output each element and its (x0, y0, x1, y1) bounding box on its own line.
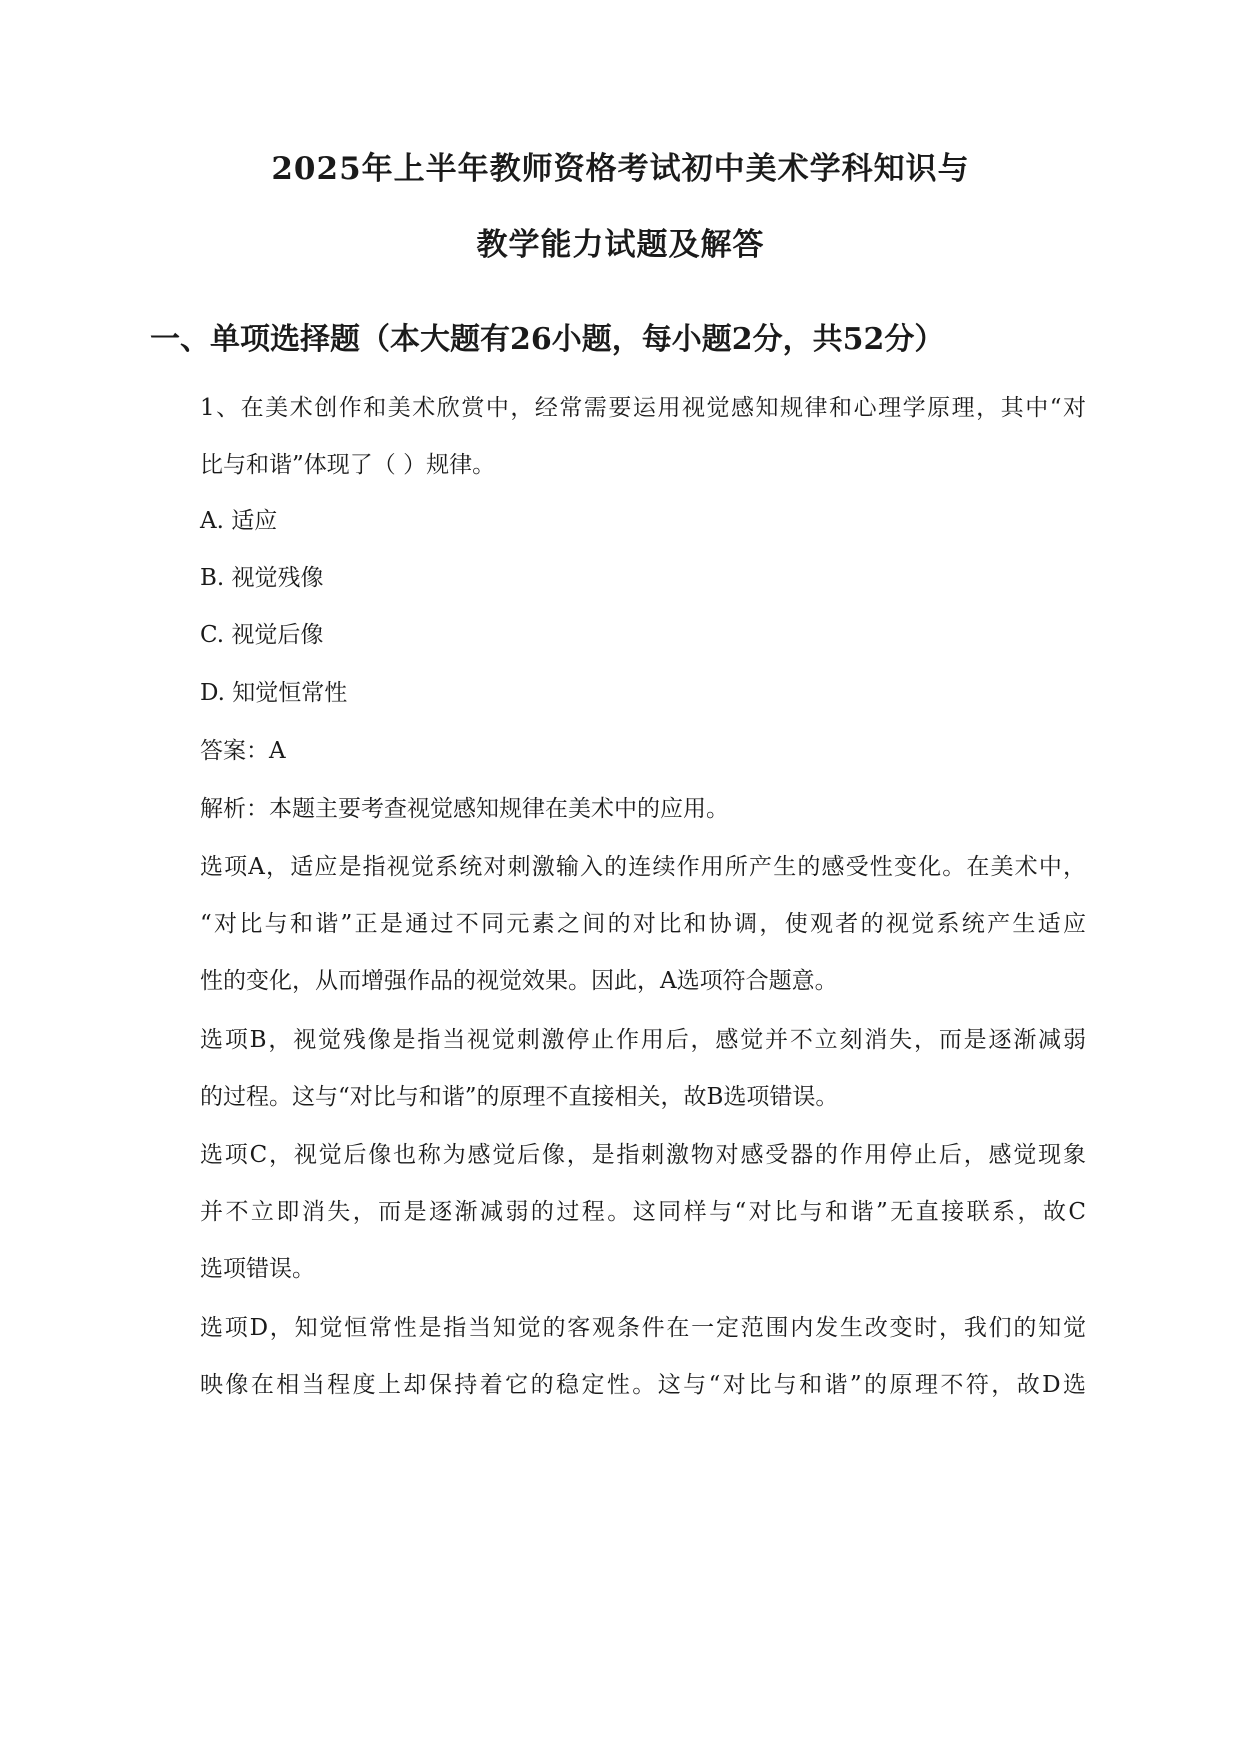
section-heading: 一、单项选择题（本大题有26小题，每小题2分，共52分） (150, 322, 945, 357)
analysis-line: 选项C，视觉后像也称为感觉后像，是指刺激物对感受器的作用停止后，感觉现象 (200, 1142, 1086, 1168)
option-d: D. 知觉恒常性 (200, 680, 348, 706)
document-title-line-2: 教学能力试题及解答 (476, 227, 765, 263)
answer-line: 答案：A (200, 738, 286, 764)
analysis-intro: 解析：本题主要考查视觉感知规律在美术中的应用。 (200, 796, 729, 822)
analysis-line: 映像在相当程度上却保持着它的稳定性。这与“对比与和谐”的原理不符，故D选 (200, 1372, 1086, 1398)
analysis-line: 选项B，视觉残像是指当视觉刺激停止作用后，感觉并不立刻消失，而是逐渐减弱 (200, 1027, 1086, 1053)
option-c: C. 视觉后像 (200, 622, 324, 648)
question-stem-line-2: 比与和谐”体现了（ ）规律。 (200, 452, 496, 478)
analysis-line: 的过程。这与“对比与和谐”的原理不直接相关，故B选项错误。 (200, 1084, 839, 1110)
analysis-line: 选项错误。 (200, 1256, 315, 1282)
analysis-line: 并不立即消失，而是逐渐减弱的过程。这同样与“对比与和谐”无直接联系，故C (200, 1199, 1086, 1225)
analysis-line: 选项D，知觉恒常性是指当知觉的客观条件在一定范围内发生改变时，我们的知觉 (200, 1315, 1086, 1341)
analysis-line: “对比与和谐”正是通过不同元素之间的对比和协调，使观者的视觉系统产生适应 (200, 911, 1086, 937)
document-title-line-1: 2025年上半年教师资格考试初中美术学科知识与 (271, 151, 970, 187)
analysis-line: 选项A，适应是指视觉系统对刺激输入的连续作用所产生的感受性变化。在美术中， (200, 854, 1086, 880)
option-b: B. 视觉残像 (200, 565, 324, 591)
question-stem-line-1: 1、在美术创作和美术欣赏中，经常需要运用视觉感知规律和心理学原理，其中“对 (200, 395, 1086, 421)
analysis-line: 性的变化，从而增强作品的视觉效果。因此，A选项符合题意。 (200, 968, 838, 994)
option-a: A. 适应 (200, 508, 278, 534)
